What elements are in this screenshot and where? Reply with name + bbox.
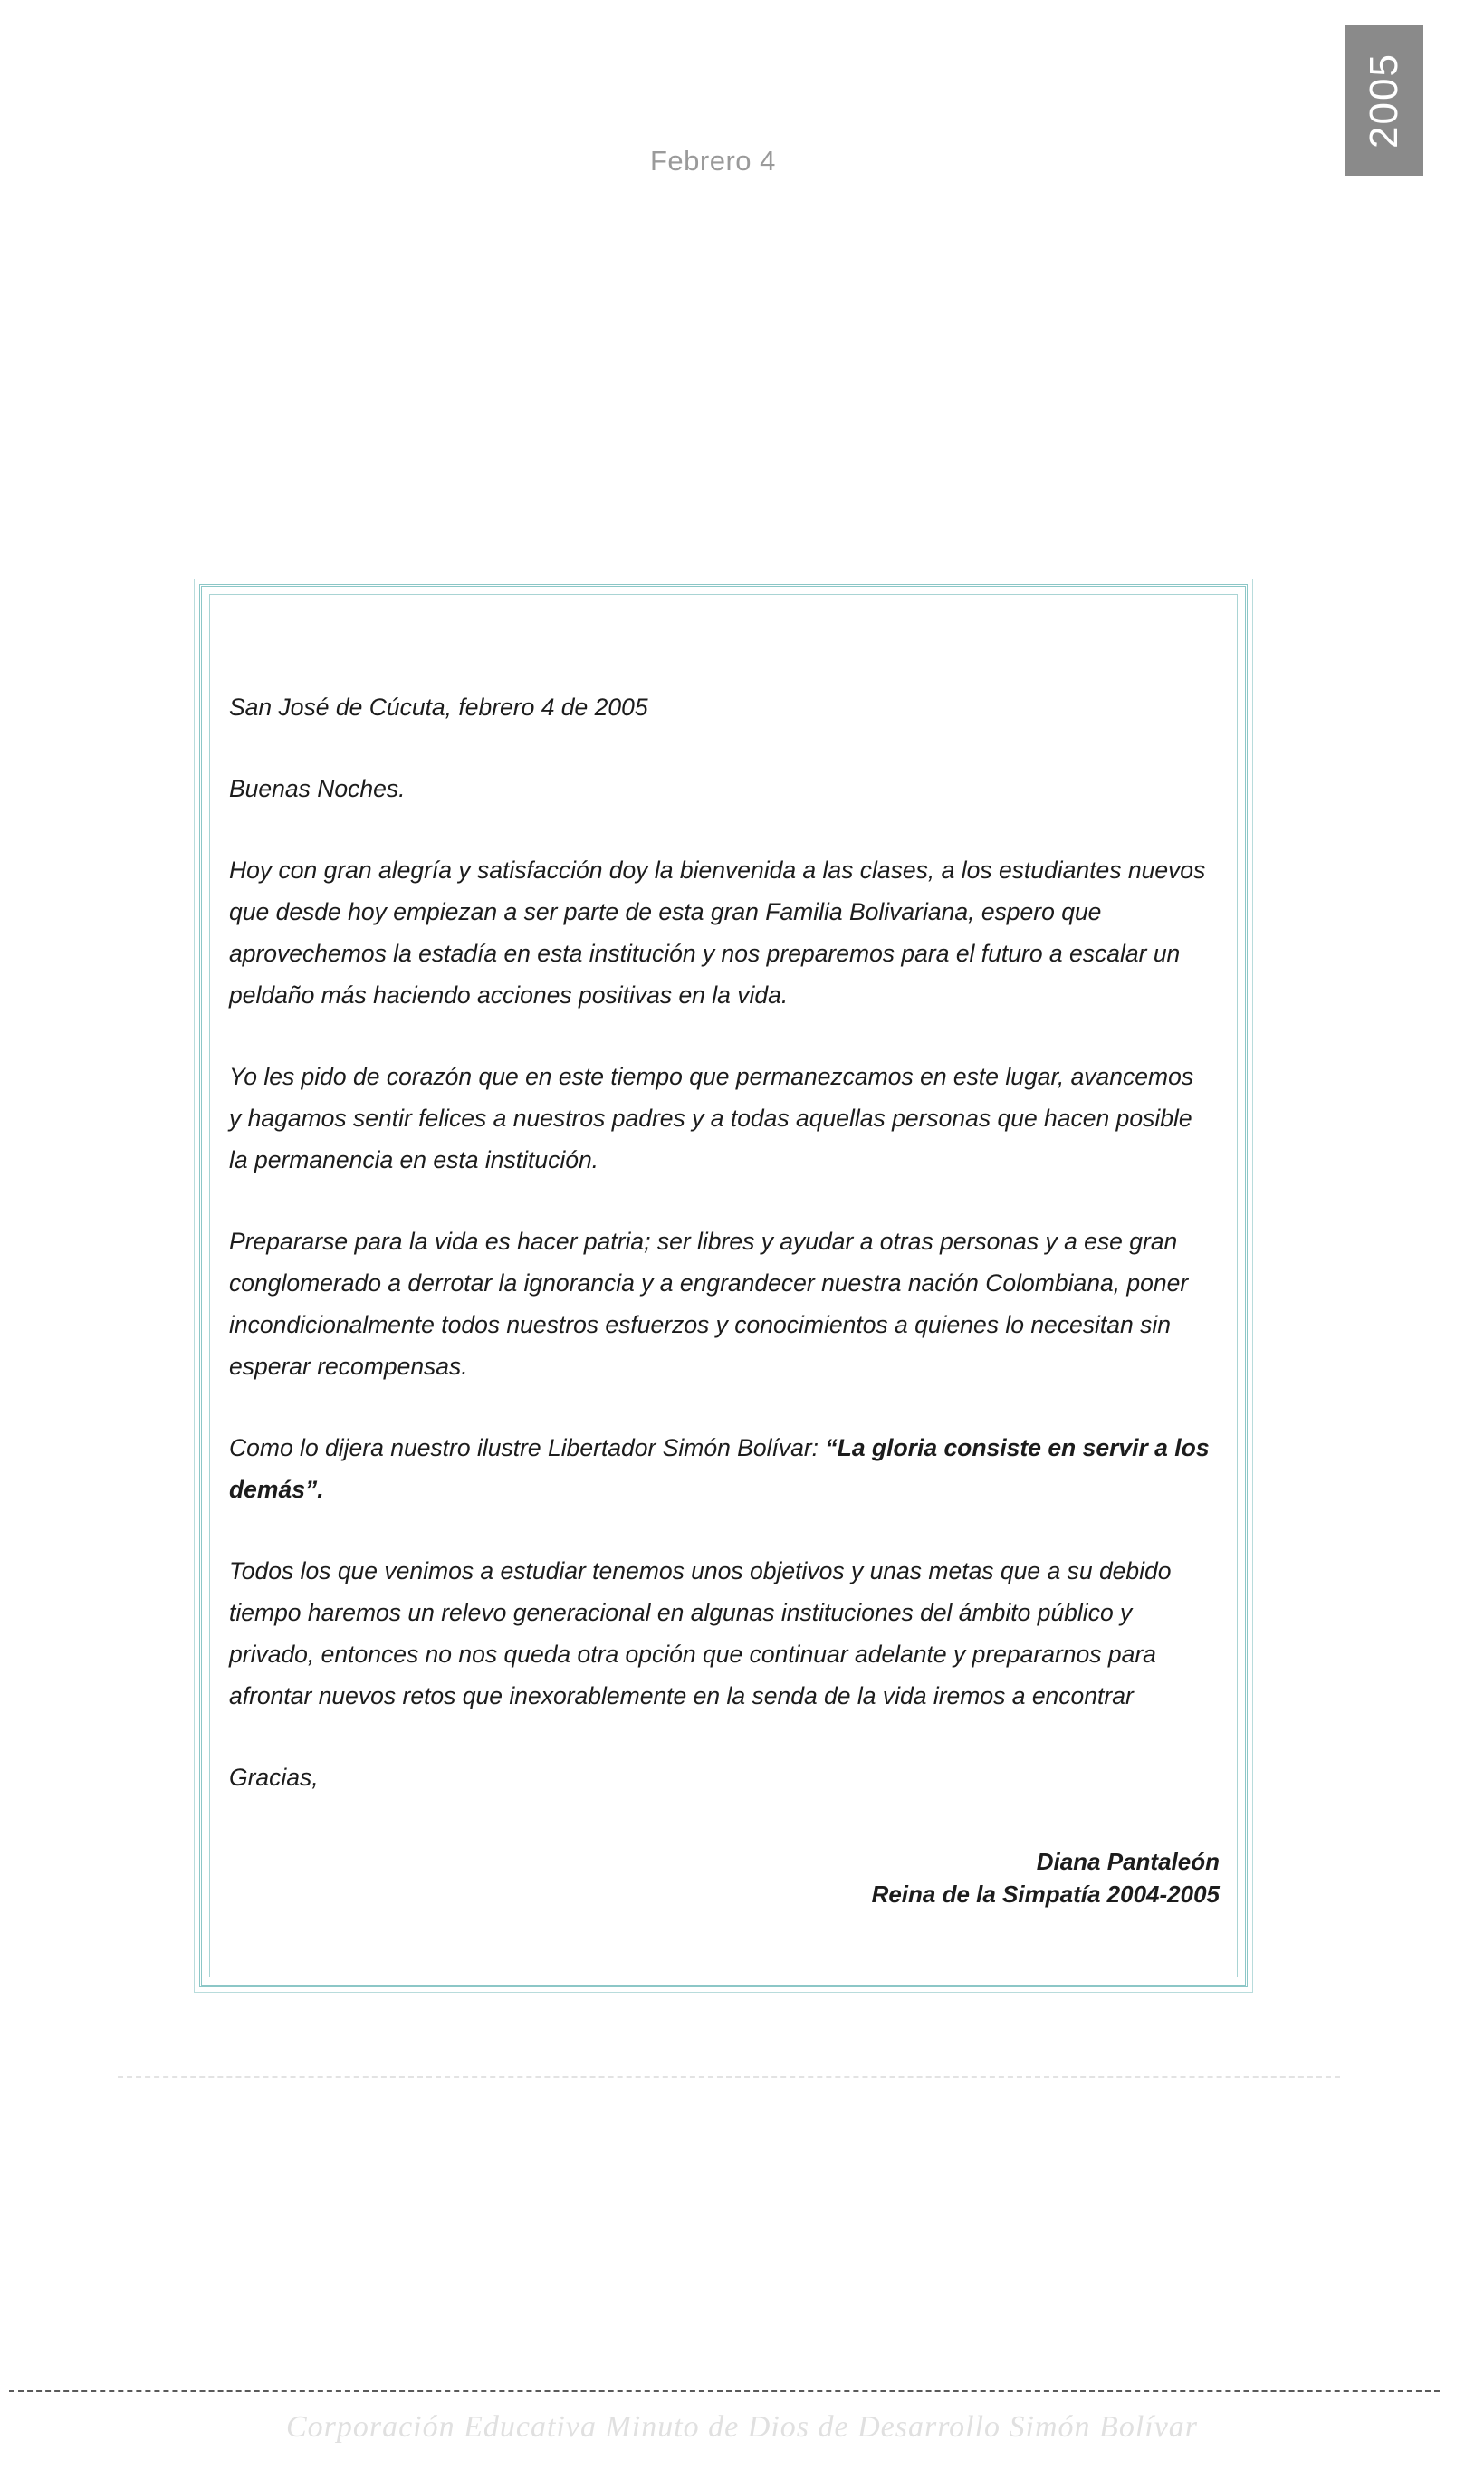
faint-divider (118, 2076, 1340, 2078)
signature-title: Reina de la Simpatía 2004-2005 (871, 1881, 1220, 1908)
year-tab (1345, 25, 1423, 176)
letter-paragraph-3: Prepararse para la vida es hacer patria; ser libres y ayudar a otras personas y a ese gran conglomerado a derrotar la ignorancia y a engrandecer nuestra nación Colombiana, poner incondicionalmente todos nuestros esfuerzos y conocimientos a quienes lo necesitan sin esperar recompensas. (229, 1228, 1189, 1380)
letter-paragraph-4-intro: Como lo dijera nuestro ilustre Libertador Simón Bolívar: (229, 1434, 826, 1461)
bolivar-quote: “La gloria consiste en servir a los demás”. (229, 1434, 1210, 1503)
letter-paragraph-2: Yo les pido de corazón que en este tiempo que permanezcamos en este lugar, avancemos y hagamos sentir felices a nuestros padres y a todas aquellas personas que hacen posible la permanencia en esta institución. (229, 1063, 1194, 1173)
letter-paragraph-5: Todos los que venimos a estudiar tenemos unos objetivos y unas metas que a su debido tiempo haremos un relevo generacional en algunas instituciones del ámbito público y privado, entonces no nos queda otra opción que continuar adelante y prepararnos para afrontar nuevos retos que inexorablemente en la senda de la vida iremos a encontrar (229, 1557, 1172, 1709)
letter-paragraph-4 (229, 1427, 1211, 1510)
signature-block (872, 1845, 1220, 1910)
footer-institution: Corporación Educativa Minuto de Dios de Desarrollo Simón Bolívar (285, 2410, 1199, 2444)
letter-frame (199, 584, 1248, 1987)
letter-body (229, 686, 1211, 1838)
signature-name: Diana Pantaleón (1036, 1848, 1220, 1875)
letter-place-date: San José de Cúcuta, febrero 4 de 2005 (229, 694, 648, 721)
footer-rule (9, 2390, 1440, 2392)
year-tab-label: 2005 (1361, 53, 1406, 148)
page-date-header: Febrero 4 (650, 145, 776, 177)
letter-closing: Gracias, (229, 1764, 319, 1791)
letter-paragraph-1: Hoy con gran alegría y satisfacción doy la bienvenida a las clases, a los estudiantes nuevos que desde hoy empiezan a ser parte de esta gran Familia Bolivariana, espero que aprovechemos la estadía en esta institución y nos preparemos para el futuro a escalar un peldaño más haciendo acciones positivas en la vida. (229, 857, 1206, 1009)
letter-greeting: Buenas Noches. (229, 775, 406, 802)
